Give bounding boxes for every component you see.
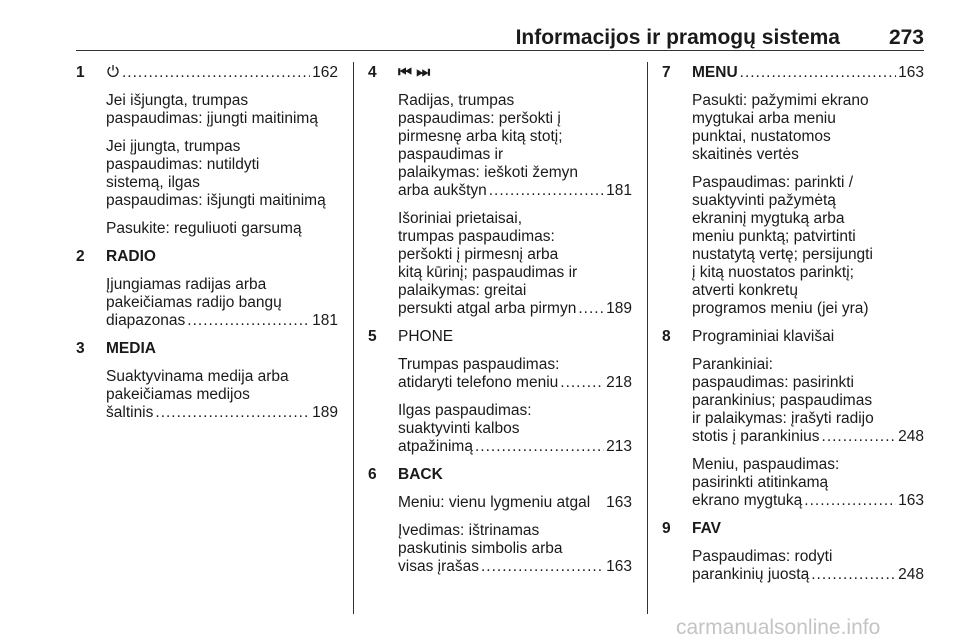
item-5 — [368, 328, 632, 456]
page-ref: 163 — [898, 64, 924, 81]
page-ref: 248 — [898, 566, 924, 583]
page-ref: 163 — [898, 492, 924, 509]
paragraph: Radijas, trumpas paspaudimas: peršokti į pirmesnę arba kitą stotį; paspaudimas ir palaikymas: ieškoti žemyn arba aukštyn ..... 181 — [368, 92, 632, 200]
paragraph: Paspaudimas: rodyti parankinių juostą ..... 248 — [662, 548, 924, 584]
watermark: carmanualsonline.info — [676, 616, 881, 639]
paragraph: Paspaudimas: parinkti / suaktyvinti pažymėtą ekraninį mygtuką arba meniu punktą; patvirtinti nustatytą vertę; persijungti į kitą nuostatos parinktį; atverti konkretų programos meniu (jei yra) — [692, 174, 873, 317]
power-icon — [106, 64, 120, 78]
paragraph: Pasukite: reguliuoti garsumą — [106, 220, 302, 237]
page-ref: 213 — [606, 438, 632, 455]
item-number: 9 — [662, 520, 671, 537]
item-label: BACK — [398, 466, 443, 483]
page-ref: 181 — [606, 182, 632, 199]
item-1 — [76, 64, 338, 238]
page-ref: 162 — [312, 64, 338, 81]
paragraph: Pasukti: pažymimi ekrano mygtukai arba meniu punktai, nustatomos skaitinės vertės — [692, 92, 869, 163]
column-divider — [353, 62, 354, 614]
page-title: Informacijos ir pramogų sistema — [515, 26, 840, 49]
paragraph: Suaktyvinama medija arba pakeičiamas medijos šaltinis ..... 189 — [76, 368, 338, 422]
item-2 — [76, 248, 338, 330]
item-9 — [662, 520, 924, 584]
item-label: MENU — [692, 64, 738, 81]
item-number: 6 — [368, 466, 377, 483]
item-label: RADIO — [106, 248, 156, 265]
column-3 — [662, 64, 924, 594]
page-header — [0, 0, 960, 50]
paragraph: Įjungiamas radijas arba pakeičiamas radijo bangų diapazonas ..... 181 — [76, 276, 338, 330]
header-rule — [76, 50, 924, 51]
item-3 — [76, 340, 338, 422]
paragraph: Parankiniai: paspaudimas: pasirinkti parankinius; paspaudimas ir palaikymas: įrašyti radijo stotis į parankinius ..... 248 — [662, 356, 924, 446]
item-number: 7 — [662, 64, 671, 81]
item-7 — [662, 64, 924, 318]
item-8 — [662, 328, 924, 510]
item-6 — [368, 466, 632, 576]
page-number: 273 — [888, 26, 924, 49]
page-ref: 163 — [606, 494, 632, 511]
paragraph: Ilgas paspaudimas: suaktyvinti kalbos atpažinimą ..... 213 — [368, 402, 632, 456]
item-4 — [368, 64, 632, 318]
item-number: 3 — [76, 340, 85, 357]
item-label: FAV — [692, 520, 721, 537]
page-ref: 181 — [312, 312, 338, 329]
paragraph: Įvedimas: ištrinamas paskutinis simbolis arba visas įrašas ..... 163 — [368, 522, 632, 576]
page-ref: 163 — [606, 558, 632, 575]
skip-icons: ⏮ ⏭ — [398, 64, 431, 81]
column-1 — [76, 64, 338, 432]
paragraph: Jei išjungta, trumpas paspaudimas: įjungti maitinimą — [106, 92, 318, 127]
item-number: 2 — [76, 248, 85, 265]
paragraph: Meniu: vienu lygmeniu atgal 163 — [398, 494, 632, 511]
item-number: 1 — [76, 64, 85, 81]
paragraph: Trumpas paspaudimas: atidaryti telefono meniu ..... 218 — [368, 356, 632, 392]
item-label: PHONE — [398, 328, 454, 345]
item-label: Programiniai klavišai — [692, 328, 835, 345]
item-number: 4 — [368, 64, 377, 81]
paragraph: Meniu, paspaudimas: pasirinkti atitinkamą ekrano mygtuką ..... 163 — [662, 456, 924, 510]
item-number: 8 — [662, 328, 671, 345]
page-ref: 218 — [606, 374, 632, 391]
item-number: 5 — [368, 328, 377, 345]
page-ref: 189 — [312, 404, 338, 421]
item-label: MEDIA — [106, 340, 156, 357]
column-divider — [647, 62, 648, 614]
paragraph: Jei įjungta, trumpas paspaudimas: nutildyti sistemą, ilgas paspaudimas: išjungti maitinimą — [106, 138, 326, 209]
column-2 — [368, 64, 632, 586]
page-ref: 248 — [898, 428, 924, 445]
paragraph: Išoriniai prietaisai, trumpas paspaudimas: peršokti į pirmesnį arba kitą kūrinį; paspaudimas ir palaikymas: greitai persukti atgal arba pirmyn ..... 189 — [368, 210, 632, 318]
page-ref: 189 — [606, 300, 632, 317]
